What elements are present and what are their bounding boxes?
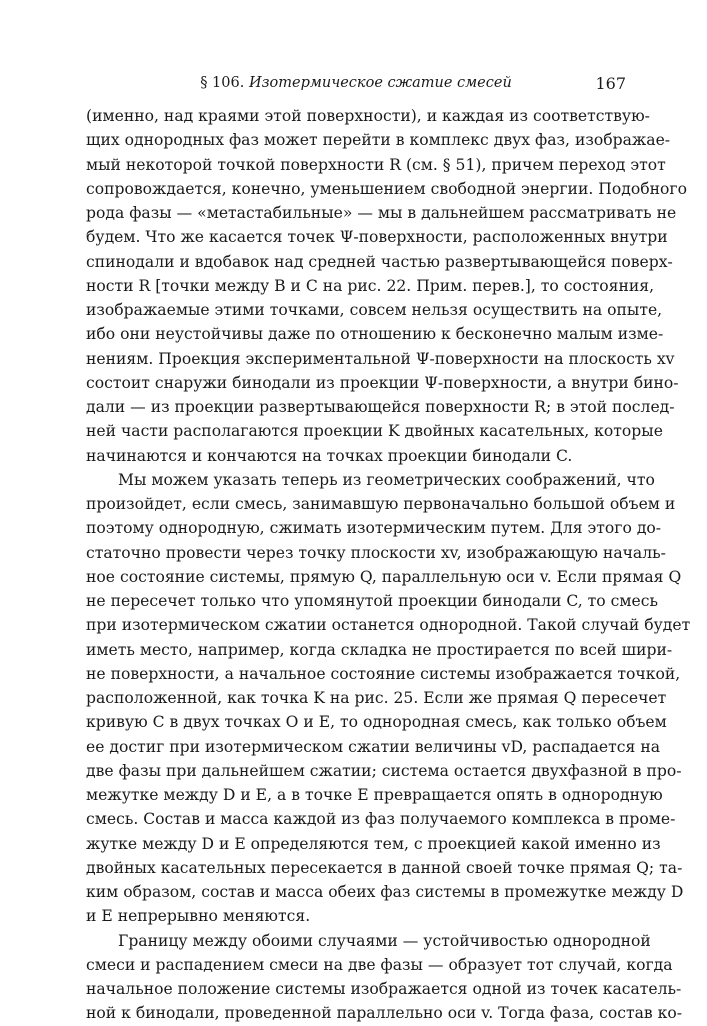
text-line: состоит снаружи бинодали из проекции Ψ-поверхности, а внутри бино- (86, 373, 679, 392)
section-number: § 106. (200, 75, 245, 91)
text-line: статочно провести через точку плоскости xv, изображающую началь- (86, 543, 666, 562)
text-line: дали — из проекции развертывающейся поверхности R; в этой послед- (86, 398, 675, 416)
text-line: Границу между обоими случаями — устойчивостью однородной (118, 931, 651, 950)
text-line: произойдет, если смесь, занимавшую первоначально большой объем и (86, 495, 676, 513)
text-line: не поверхности, а начальное состояние системы изображается точкой, (86, 664, 681, 683)
running-head (86, 75, 626, 91)
text-line: будем. Что же касается точек Ψ-поверхности, расположенных внутри (86, 228, 668, 247)
text-line: две фазы при дальнейшем сжатии; система остается двухфазной в про- (86, 761, 682, 780)
text-line: расположенной, как точка K на рис. 25. Если же прямая Q пересечет (86, 689, 667, 707)
text-line: (именно, над краями этой поверхности), и каждая из соответствую- (86, 107, 650, 125)
text-line: ней части располагаются проекции K двойных касательных, которые (86, 422, 663, 441)
text-line: спинодали и вдобавок над средней частью развертывающейся поверх- (86, 252, 673, 271)
text-line: начальное положение системы изображается одной из точек касатель- (86, 980, 682, 998)
text-line: двойных касательных пересекается в данной своей точке прямая Q; та- (86, 858, 683, 877)
text-line: поэтому однородную, сжимать изотермическим путем. Для этого до- (86, 519, 662, 538)
section-title: Изотермическое сжатие смесей (248, 75, 512, 91)
text-line: мый некоторой точкой поверхности R (см. § 51), причем переход этот (86, 155, 666, 174)
text-line: иметь место, например, когда складка не простирается по всей шири- (86, 640, 673, 659)
text-line: межутке между D и E, а в точке E превращается опять в однородную (86, 786, 663, 804)
text-line: рода фазы — «метастабильные» — мы в дальнейшем рассматривать не (86, 204, 677, 222)
body-text (86, 104, 691, 1026)
text-line: ное состояние системы, прямую Q, параллельную оси v. Если прямая Q (86, 567, 682, 586)
text-line: при изотермическом сжатии останется однородной. Такой случай будет (86, 616, 691, 635)
text-line: сопровождается, конечно, уменьшением свободной энергии. Подобного (86, 179, 687, 198)
text-line: ной к бинодали, проведенной параллельно оси v. Тогда фаза, состав ко- (86, 1004, 683, 1023)
text-line: начинаются и кончаются на точках проекции бинодали C. (86, 446, 573, 465)
text-line: не пересечет только что упомянутой проекции бинодали C, то смесь (86, 592, 658, 610)
text-line: Мы можем указать теперь из геометрических соображений, что (118, 470, 655, 489)
text-line: изображаемые этими точками, совсем нельзя осуществить на опыте, (86, 301, 663, 319)
text-line: ким образом, состав и масса обеих фаз системы в промежутке между D (86, 883, 684, 901)
text-line: ности R [точки между B и C на рис. 22. Прим. перев.], то состояния, (86, 276, 655, 295)
page-number: 167 (595, 74, 626, 93)
text-line: кривую C в двух точках O и E, то однородная смесь, как только объем (86, 713, 667, 732)
text-line: ее достиг при изотермическом сжатии величины vD, распадается на (86, 737, 661, 756)
text-line: ибо они неустойчивы даже по отношению к бесконечно малым изме- (86, 325, 664, 344)
page-header (86, 74, 626, 96)
text-line: щих однородных фаз может перейти в комплекс двух фаз, изображае- (86, 131, 671, 150)
text-line: жутке между D и E определяются тем, с проекцией какой именно из (86, 834, 661, 853)
text-line: смесь. Состав и масса каждой из фаз получаемого комплекса в проме- (86, 810, 676, 829)
text-line: и E непрерывно меняются. (86, 907, 311, 926)
text-line: нениям. Проекция экспериментальной Ψ-поверхности на плоскость xv (86, 349, 675, 368)
text-line: смеси и распадением смеси на две фазы — образует тот случай, когда (86, 955, 673, 974)
